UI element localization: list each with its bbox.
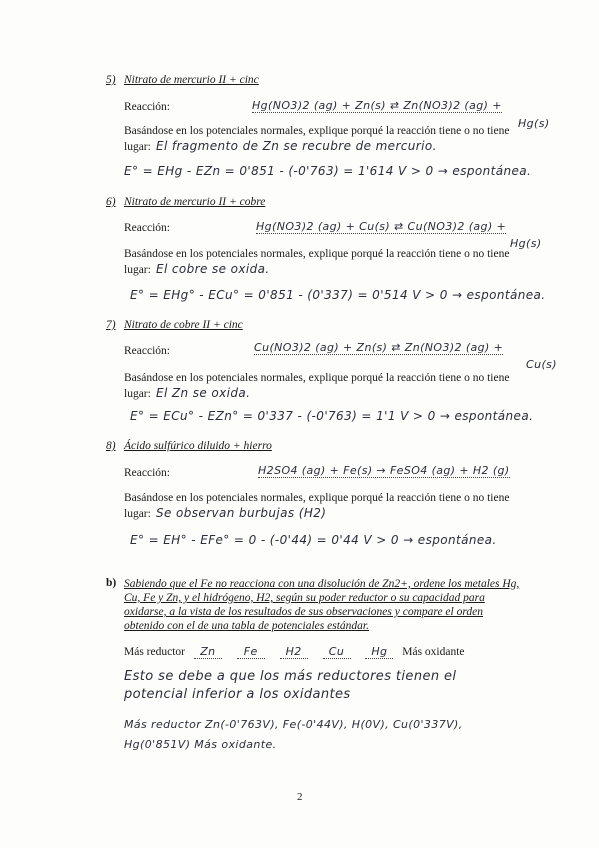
part-b-answer-line2: potencial inferior a los oxidantes	[124, 687, 351, 702]
section-8-lugar: lugar:	[124, 508, 151, 520]
part-b-question: Sabiendo que el Fe no reacciona con una disolución de Zn2+, ordene los metales Hg, Cu, Fe y Zn, y el hidrógeno, H2, según su poder reductor o su capacidad para oxidarse, a la vista de los resultados de sus observaciones y compare el orden obtenido con el de una tabla de potenciales estándar.	[124, 578, 520, 632]
section-5-reaction-extra: Hg(s)	[518, 117, 550, 130]
section-6-reaction: Hg(NO3)2 (ag) + Cu(s) ⇄ Cu(NO3)2 (ag) +	[256, 220, 507, 233]
section-8-explain: Basándose en los potenciales normales, explique porqué la reacción tiene o no tiene	[124, 492, 510, 504]
section-8-equation: E° = EH° - EFe° = 0 - (-0'44) = 0'44 V > 0 → espontánea.	[130, 533, 497, 547]
section-7-explain: Basándose en los potenciales normales, explique porqué la reacción tiene o no tiene	[124, 372, 510, 384]
page-number: 2	[297, 791, 303, 803]
section-5-reaction: Hg(NO3)2 (ag) + Zn(s) ⇄ Zn(NO3)2 (ag) +	[252, 99, 502, 112]
section-8-number: 8)	[106, 440, 116, 452]
section-7-title: Nitrato de cobre II + cinc	[124, 319, 243, 331]
section-7-equation: E° = ECu° - EZn° = 0'337 - (-0'763) = 1'1 V > 0 → espontánea.	[130, 409, 534, 423]
section-5-explain: Basándose en los potenciales normales, explique porqué la reacción tiene o no tiene	[124, 125, 510, 137]
section-8-title: Ácido sulfúrico diluido + hierro	[124, 440, 272, 452]
part-b-answer-line3: Más reductor Zn(-0'763V), Fe(-0'44V), H(0V), Cu(0'337V),	[124, 718, 463, 731]
order-item: Hg	[365, 645, 393, 659]
order-item: Fe	[237, 645, 265, 659]
section-5-reaction-label: Reacción:	[124, 101, 170, 113]
order-row	[124, 645, 465, 659]
section-7-lugar: lugar:	[124, 388, 151, 400]
section-8-reaction-label: Reacción:	[124, 467, 170, 479]
section-5-title: Nitrato de mercurio II + cinc	[124, 74, 259, 86]
section-7-reaction-label: Reacción:	[124, 345, 170, 357]
section-7-reaction: Cu(NO3)2 (ag) + Zn(s) ⇄ Zn(NO3)2 (ag) +	[254, 341, 504, 354]
section-6-number: 6)	[106, 196, 116, 208]
section-5-equation: E° = EHg - EZn = 0'851 - (-0'763) = 1'614 V > 0 → espontánea.	[124, 164, 532, 178]
part-b-label: b)	[106, 577, 117, 589]
section-5-lugar: lugar:	[124, 141, 151, 153]
order-item: Zn	[194, 645, 222, 659]
section-6-reaction-extra: Hg(s)	[510, 237, 542, 250]
part-b-answer-line1: Esto se debe a que los más reductores tienen el	[124, 669, 457, 684]
section-6-equation: E° = EHg° - ECu° = 0'851 - (0'337) = 0'514 V > 0 → espontánea.	[130, 288, 546, 302]
mas-reductor-label: Más reductor	[124, 646, 185, 658]
section-6-reaction-label: Reacción:	[124, 222, 170, 234]
section-6-title: Nitrato de mercurio II + cobre	[124, 196, 266, 208]
mas-oxidante-label: Más oxidante	[402, 646, 465, 658]
section-8-answer: Se observan burbujas (H2)	[156, 506, 327, 520]
part-b-answer-line4: Hg(0'851V) Más oxidante.	[124, 738, 277, 751]
section-5-number: 5)	[106, 74, 116, 86]
order-item: Cu	[323, 645, 351, 659]
section-8-reaction: H2SO4 (ag) + Fe(s) → FeSO4 (ag) + H2 (g)	[258, 464, 510, 477]
section-6-answer: El cobre se oxida.	[156, 262, 270, 276]
section-5-answer: El fragmento de Zn se recubre de mercurio.	[156, 139, 437, 153]
section-7-answer: El Zn se oxida.	[156, 386, 251, 400]
section-6-lugar: lugar:	[124, 264, 151, 276]
order-item: H2	[280, 645, 308, 659]
section-7-reaction-extra: Cu(s)	[526, 358, 557, 371]
section-7-number: 7)	[106, 319, 116, 331]
section-6-explain: Basándose en los potenciales normales, explique porqué la reacción tiene o no tiene	[124, 248, 510, 260]
